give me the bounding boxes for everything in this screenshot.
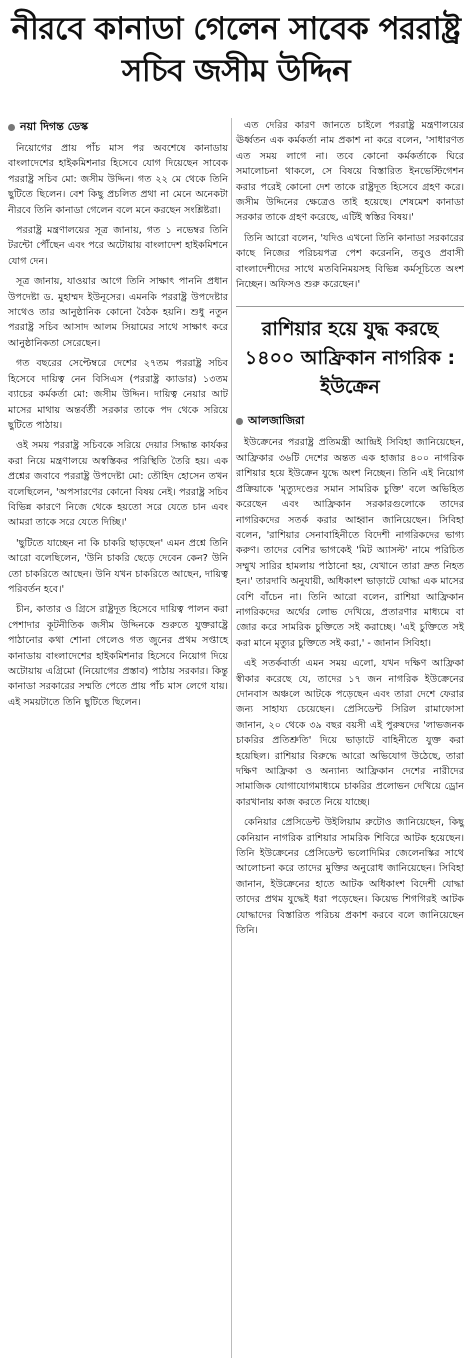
column-divider	[231, 118, 232, 1358]
main-headline: নীরবে কানাডা গেলেন সাবেক পররাষ্ট্র সচিব জসীম উদ্দিন	[11, 11, 461, 89]
main-paragraph: গত বছরের সেপ্টেম্বরে দেশের ২৭তম পররাষ্ট্র সচিব হিসেবে দায়িত্ব নেন বিসিএস (পররাষ্ট্র ক্যাডার) ১৩তম ব্যাচের কর্মকর্তা মো: জসীম উদ্দিন। দায়িত্ব নেয়ার আট মাসের মাথায় অন্তর্বর্তী সরকার তাকে পদ থেকে সরিয়ে ছুটিতে পাঠায়।	[8, 358, 228, 431]
second-paragraph: কেনিয়ার প্রেসিডেন্ট উইলিয়াম রুটোও জানিয়েছেন, কিছু কেনিয়ান নাগরিক রাশিয়ার সামরিক শিবিরে আটক হয়েছেন। তিনি ইউক্রেনের প্রেসিডেন্ট ভলোদিমির জেলেনস্কির সাথে আলোচনা করে তাদের মুক্তির অনুরোধ জানিয়েছেন। সিবিহা জানান, ইউক্রেনের হাতে আটক অধিকাংশ বিদেশী যোদ্ধা তাদের প্রথম যুদ্ধেই ধরা পড়েছেন। কিয়েভ শিগগিরই আটক যোদ্ধাদের বিস্তারিত পরিচয় প্রকাশ করবে বলে জানিয়েছেন তিনি।	[236, 817, 464, 937]
main-byline-text: নয়া দিগন্ত ডেস্ক	[20, 120, 89, 133]
bullet-icon	[8, 124, 15, 131]
second-paragraph: ইউক্রেনের পররাষ্ট্র প্রতিমন্ত্রী আন্দ্রিই সিবিহা জানিয়েছেন, আফ্রিকার ৩৬টি দেশের অন্তত এক হাজার ৪০০ নাগরিক রাশিয়ার হয়ে ইউক্রেন যুদ্ধে অংশ নিচ্ছেন। তিনি এই নিয়োগ প্রক্রিয়াকে 'মৃত্যুদণ্ডের সমান সামরিক চুক্তি' বলে অভিহিত করেছেন এবং আফ্রিকান সরকারগুলোকে তাদের নাগরিকদের সতর্ক করার আহ্বান জানিয়েছেন। সিবিহা বলেন, 'রাশিয়ার সেনাবাহিনীতে বিদেশী নাগরিকদের ভাগ্য করুণ। তাদের বেশির ভাগকেই 'মিট অ্যাসল্ট' নামে পরিচিত সম্মুখ সারির হামলায় পাঠানো হয়, যেখানে তারা দ্রুত নিহত হন।' তারদাবি অনুযায়ী, অধিকাংশ ভাড়াটে যোদ্ধা এক মাসের বেশি বাঁচেন না। তিনি আরো বলেন, রাশিয়া আফ্রিকান নাগরিকদের অর্থের লোভ দেখিয়ে, প্রতারণার মাধ্যমে বা জোর করে সামরিক চুক্তিতে সই করাচ্ছে। 'এই চুক্তিতে সই করা মানে মৃত্যুর চুক্তিতে সই করা,' - জানান সিবিহা।	[236, 437, 464, 649]
second-byline	[236, 412, 464, 431]
main-paragraph: 'ছুটিতে যাচ্ছেন না কি চাকরি ছাড়ছেন' এমন প্রশ্নে তিনি আরো বলেছিলেন, 'উনি চাকরি ছেড়ে দেবেন কেন? উনি তো চাকরিতে আছেন। উনি যখন চাকরিতে আছেন, দায়িত্ব পরিবর্তন হবে।'	[8, 537, 228, 595]
main-story-left-column	[8, 118, 228, 715]
second-byline-text: আলজাজিরা	[248, 414, 305, 428]
main-paragraph: চীন, কাতার ও গ্রিসে রাষ্ট্রদূত হিসেবে দায়িত্ব পালন করা পেশাদার কূটনীতিক জসীম উদ্দিনকে শুরুতে যুক্তরাষ্ট্রে পাঠানোর কথা শোনা গেলেও গত জুনের প্রথম সপ্তাহে কানাডায় বাংলাদেশের হাইকমিশনার হিসেবে নিয়োগ দিয়ে অটোয়ায় এগ্রিমো (নিয়োগের প্রস্তাব) পাঠায় সরকার। কিন্তু কানাডা সরকারের সম্মতি পেতে প্রায় পাঁচ মাস লেগে যায়। এই সময়টাতে তিনি ছুটিতে ছিলেন।	[8, 604, 228, 708]
main-paragraph: পররাষ্ট্র মন্ত্রণালয়ের সূত্র জানায়, গত ১ নভেম্বর তিনি টরন্টো পৌঁছেন এবং পরে অটোয়ায় বাংলাদেশ হাইকমিশনে যোগ দেন।	[8, 225, 228, 267]
second-paragraph: এই সতর্কবার্তা এমন সময় এলো, যখন দক্ষিণ আফ্রিকা স্বীকার করেছে যে, তাদের ১৭ জন নাগরিক ইউক্রেনের দোনবাস অঞ্চলে আটকে পড়েছেন এবং তারা দেশে ফেরার জন্য সাহায্য চেয়েছেন। প্রেসিডেন্ট সিরিল রামাফোসা জানান, ২০ থেকে ৩৯ বছর বয়সী এই পুরুষদের 'লাভজনক চাকরির প্রতিশ্রুতি' দিয়ে ভাড়াটে বাহিনীতে যুক্ত করা হয়েছিল। রাশিয়ার বিরুদ্ধে আরো অভিযোগ উঠেছে, তারা দক্ষিণ আফ্রিকা ও অন্যান্য আফ্রিকান দেশের নারীদের সামাজিক যোগাযোগমাধ্যমে চাকরির প্রলোভন দেখিয়ে ড্রোন কারখানায় কাজ করতে নিয়ে যাচ্ছে।	[236, 658, 464, 808]
second-headline: রাশিয়ার হয়ে যুদ্ধ করছে ১৪০০ আফ্রিকান নাগরিক : ইউক্রেন	[236, 306, 464, 402]
main-paragraph: এত দেরির কারণ জানতে চাইলে পররাষ্ট্র মন্ত্রণালয়ের ঊর্ধ্বতন এক কর্মকর্তা নাম প্রকাশ না করে বলেন, 'সাধারণত এত সময় লাগে না। তবে কোনো কর্মকর্তাকে ঘিরে সমালোচনা থাকলে, সে বিষয়ে বিস্তারিত ইনভেস্টিগেশন করার পরেই কোনো দেশ তাকে রাষ্ট্রদূত হিসেবে গ্রহণ করে। জসীম উদ্দিনের ক্ষেত্রেও তাই হয়েছে। শেষমেশ কানাডা সরকার তাকে গ্রহণ করেছে, এটিই স্বস্তির বিষয়।'	[236, 120, 464, 224]
bullet-icon	[236, 418, 243, 425]
main-paragraph: নিয়োগের প্রায় পাঁচ মাস পর অবশেষে কানাডায় বাংলাদেশের হাইকমিশনার হিসেবে যোগ দিয়েছেন সাবেক পররাষ্ট্র সচিব মো: জসীম উদ্দিন। গত ২২ মে থেকে তিনি ছুটিতে ছিলেন। বেশ কিছু প্রচলিত প্রথা না মেনে অনেকটা নীরবে তিনি কানাডা গেলেন বলে মনে করছেন সংশ্লিষ্টরা।	[8, 143, 228, 216]
right-column	[236, 118, 464, 943]
main-paragraph: সূত্র জানায়, যাওয়ার আগে তিনি সাক্ষাৎ পাননি প্রধান উপদেষ্টা ড. মুহাম্মদ ইউনূসের। এমনকি পররাষ্ট্র উপদেষ্টার সাথেও তার আনুষ্ঠানিক কোনো বৈঠক হয়নি। শুধু নতুন পররাষ্ট্র সচিব আসাদ আলম সিয়ামের সাথে সাক্ষাৎ করে আনুষ্ঠানিকতা সেরেছেন।	[8, 276, 228, 349]
main-paragraph: ওই সময় পররাষ্ট্র সচিবকে সরিয়ে দেয়ার সিদ্ধান্ত কার্যকর করা নিয়ে মন্ত্রণালয়ে অস্বস্তিকর পরিস্থিতি তৈরি হয়। এক প্রশ্নের জবাবে পররাষ্ট্র উপদেষ্টা মো: তৌহিদ হোসেন তখন বলেছিলেন, 'অপসারণের কোনো বিষয় নেই। পররাষ্ট্র সচিব বিভিন্ন কারণে নিজে থেকে হয়তো সরে যেতে চান এবং আমরা তাকে সরে যেতে দিচ্ছি।'	[8, 440, 228, 529]
main-paragraph: তিনি আরো বলেন, 'যদিও এখনো তিনি কানাডা সরকারের কাছে নিজের পরিচয়পত্র পেশ করেননি, তবুও প্রবাসী বাংলাদেশীদের সাথে মতবিনিময়সহ বিভিন্ন কর্মসূচিতে অংশ নিচ্ছেন। অফিসও শুরু করেছেন।'	[236, 232, 464, 291]
main-byline	[8, 118, 228, 137]
